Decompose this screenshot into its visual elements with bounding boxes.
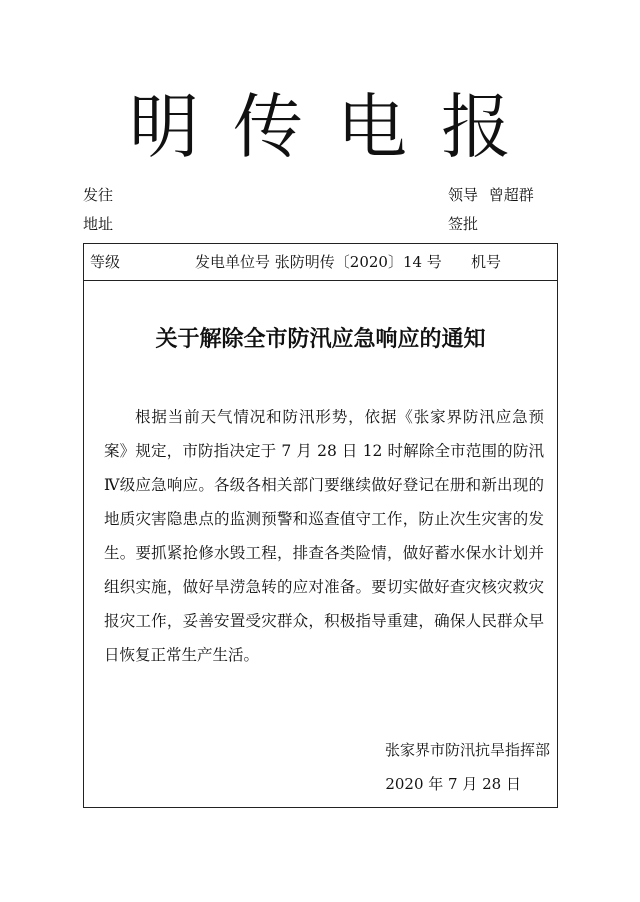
notice-title: 关于解除全市防汛应急响应的通知 xyxy=(155,326,486,352)
document-title: 明传电报 xyxy=(129,86,545,168)
send-to-label: 发往 xyxy=(83,186,114,204)
approve-label: 签批 xyxy=(448,215,479,233)
notice-body: 根据当前天气情况和防汛形势，依据《张家界防汛应急预案》规定，市防指决定于 7 月 28 日 12 时解除全市范围的防汛Ⅳ级应急响应。各级各相关部门要继续做好登记在册和新出现的地质灾害隐患点的监测预警和巡查值守工作，防止次生灾害的发生。要抓紧抢修水毁工程，排查各类险情，做好蓄水保水计划并组织实施，做好旱涝急转的应对准备。要切实做好查灾核灾救灾报灾工作，妥善安置受灾群众，积极指导重建，确保人民群众早日恢复正常生产生活。 xyxy=(104,408,544,664)
notice-date: 2020 年 7 月 28 日 xyxy=(385,775,521,793)
sender-number: 发电单位号 张防明传〔2020〕14 号 xyxy=(195,253,442,271)
leader-label: 领导 xyxy=(448,186,479,204)
level-label: 等级 xyxy=(90,253,121,271)
leader-name: 曾超群 xyxy=(488,186,534,204)
telegram-header-row xyxy=(84,244,557,281)
telegram-box xyxy=(83,243,558,808)
leader-field xyxy=(448,185,534,205)
machine-number-label: 机号 xyxy=(471,253,502,271)
signatory: 张家界市防汛抗旱指挥部 xyxy=(384,741,550,759)
address-label: 地址 xyxy=(83,215,114,233)
